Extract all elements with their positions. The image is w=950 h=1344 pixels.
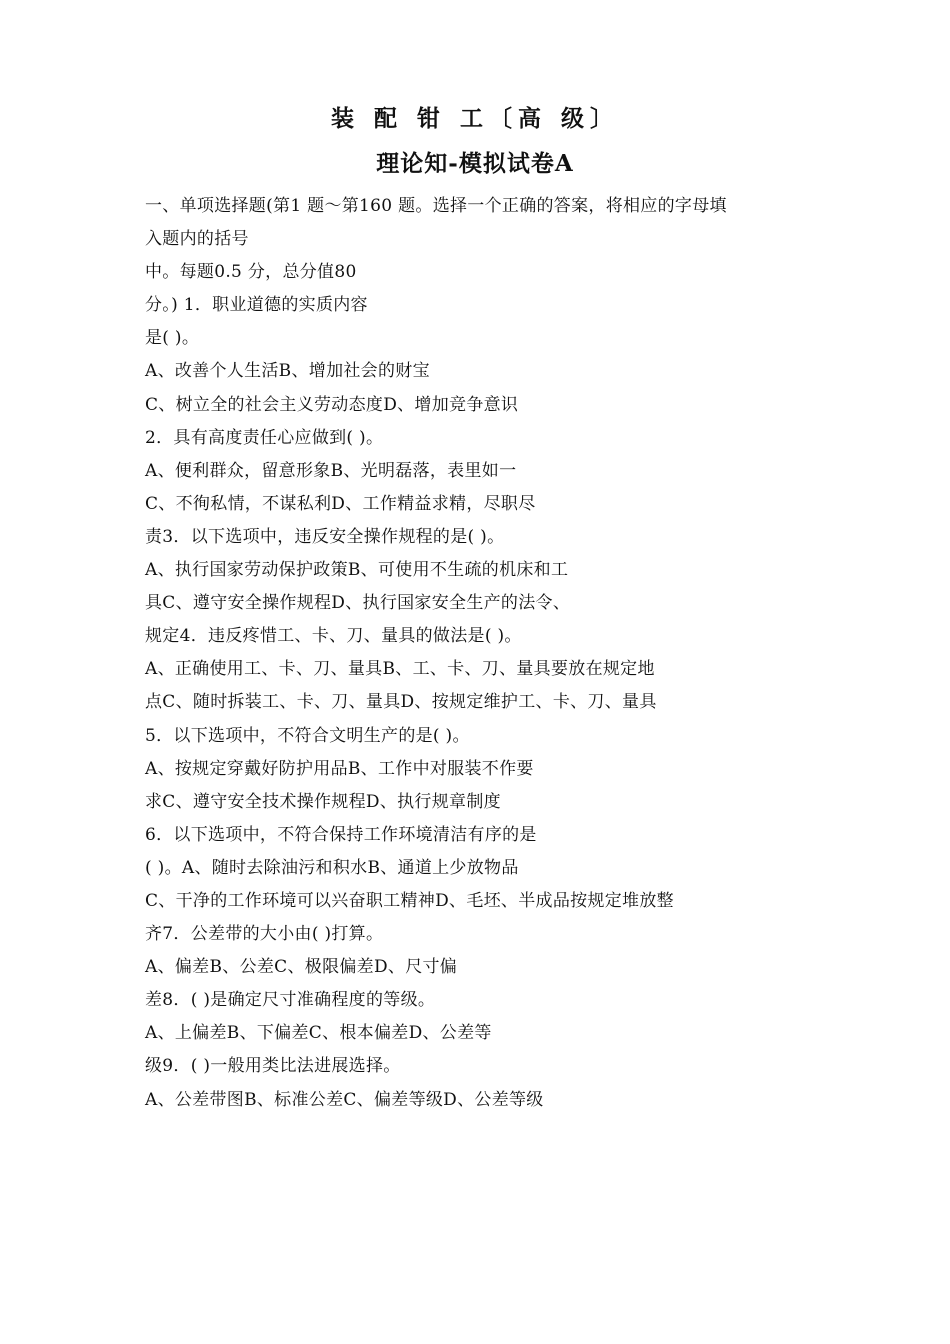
- text-line: ( )。A、随时去除油污和积水B、通道上少放物品: [145, 857, 519, 878]
- text-line: A、执行国家劳动保护政策B、可使用不生疏的机床和工: [145, 560, 569, 581]
- text-line: 是( )。: [145, 328, 200, 349]
- text-line: 6．以下选项中，不符合保持工作环境清洁有序的是: [145, 824, 537, 845]
- text-line: 中。每题0.5 分，总分值80: [145, 262, 357, 283]
- text-line: A、公差带图B、标准公差C、偏差等级D、公差等级: [145, 1089, 544, 1110]
- text-line: 责3．以下选项中，违反安全操作规程的是( )。: [145, 526, 505, 547]
- text-line: 差8．( )是确定尺寸准确程度的等级。: [145, 990, 436, 1011]
- text-line: C、树立全的社会主义劳动态度D、增加竞争意识: [145, 394, 519, 415]
- text-line: 求C、遵守安全技术操作规程D、执行规章制度: [145, 791, 501, 812]
- text-line: A、上偏差B、下偏差C、根本偏差D、公差等: [145, 1023, 492, 1044]
- text-line: 具C、遵守安全操作规程D、执行国家安全生产的法令、: [145, 593, 571, 614]
- text-line: 齐7．公差带的大小由( )打算。: [145, 924, 384, 945]
- text-line: 一、单项选择题(第1 题～第160 题。选择一个正确的答案，将相应的字母填: [145, 196, 727, 216]
- document-body: [145, 190, 825, 1117]
- text-line: A、改善个人生活B、增加社会的财宝: [145, 361, 430, 382]
- document-subtitle: 理论知-模拟试卷A: [376, 150, 574, 177]
- text-line: 5．以下选项中，不符合文明生产的是( )。: [145, 725, 470, 746]
- text-line: A、正确使用工、卡、刀、量具B、工、卡、刀、量具要放在规定地: [145, 659, 655, 680]
- text-line: A、按规定穿戴好防护用品B、工作中对服装不作要: [145, 758, 534, 779]
- text-line: A、偏差B、公差C、极限偏差D、尺寸偏: [145, 957, 458, 978]
- document-title: 装 配 钳 工〔高 级〕: [330, 105, 620, 132]
- text-line: 分。) 1．职业道德的实质内容: [145, 295, 368, 316]
- text-line: 2．具有高度责任心应做到( )。: [145, 427, 384, 448]
- text-line: C、干净的工作环境可以兴奋职工精神D、毛坯、半成品按规定堆放整: [145, 890, 674, 911]
- text-line: 入题内的括号: [145, 229, 249, 250]
- text-line: A、便利群众，留意形象B、光明磊落，表里如一: [145, 460, 517, 481]
- text-line: C、不徇私情，不谋私利D、工作精益求精，尽职尽: [145, 493, 536, 514]
- text-line: 规定4．违反疼惜工、卡、刀、量具的做法是( )。: [145, 626, 522, 647]
- text-line: 级9．( )一般用类比法进展选择。: [145, 1056, 401, 1077]
- text-line: 点C、随时拆装工、卡、刀、量具D、按规定维护工、卡、刀、量具: [145, 692, 657, 713]
